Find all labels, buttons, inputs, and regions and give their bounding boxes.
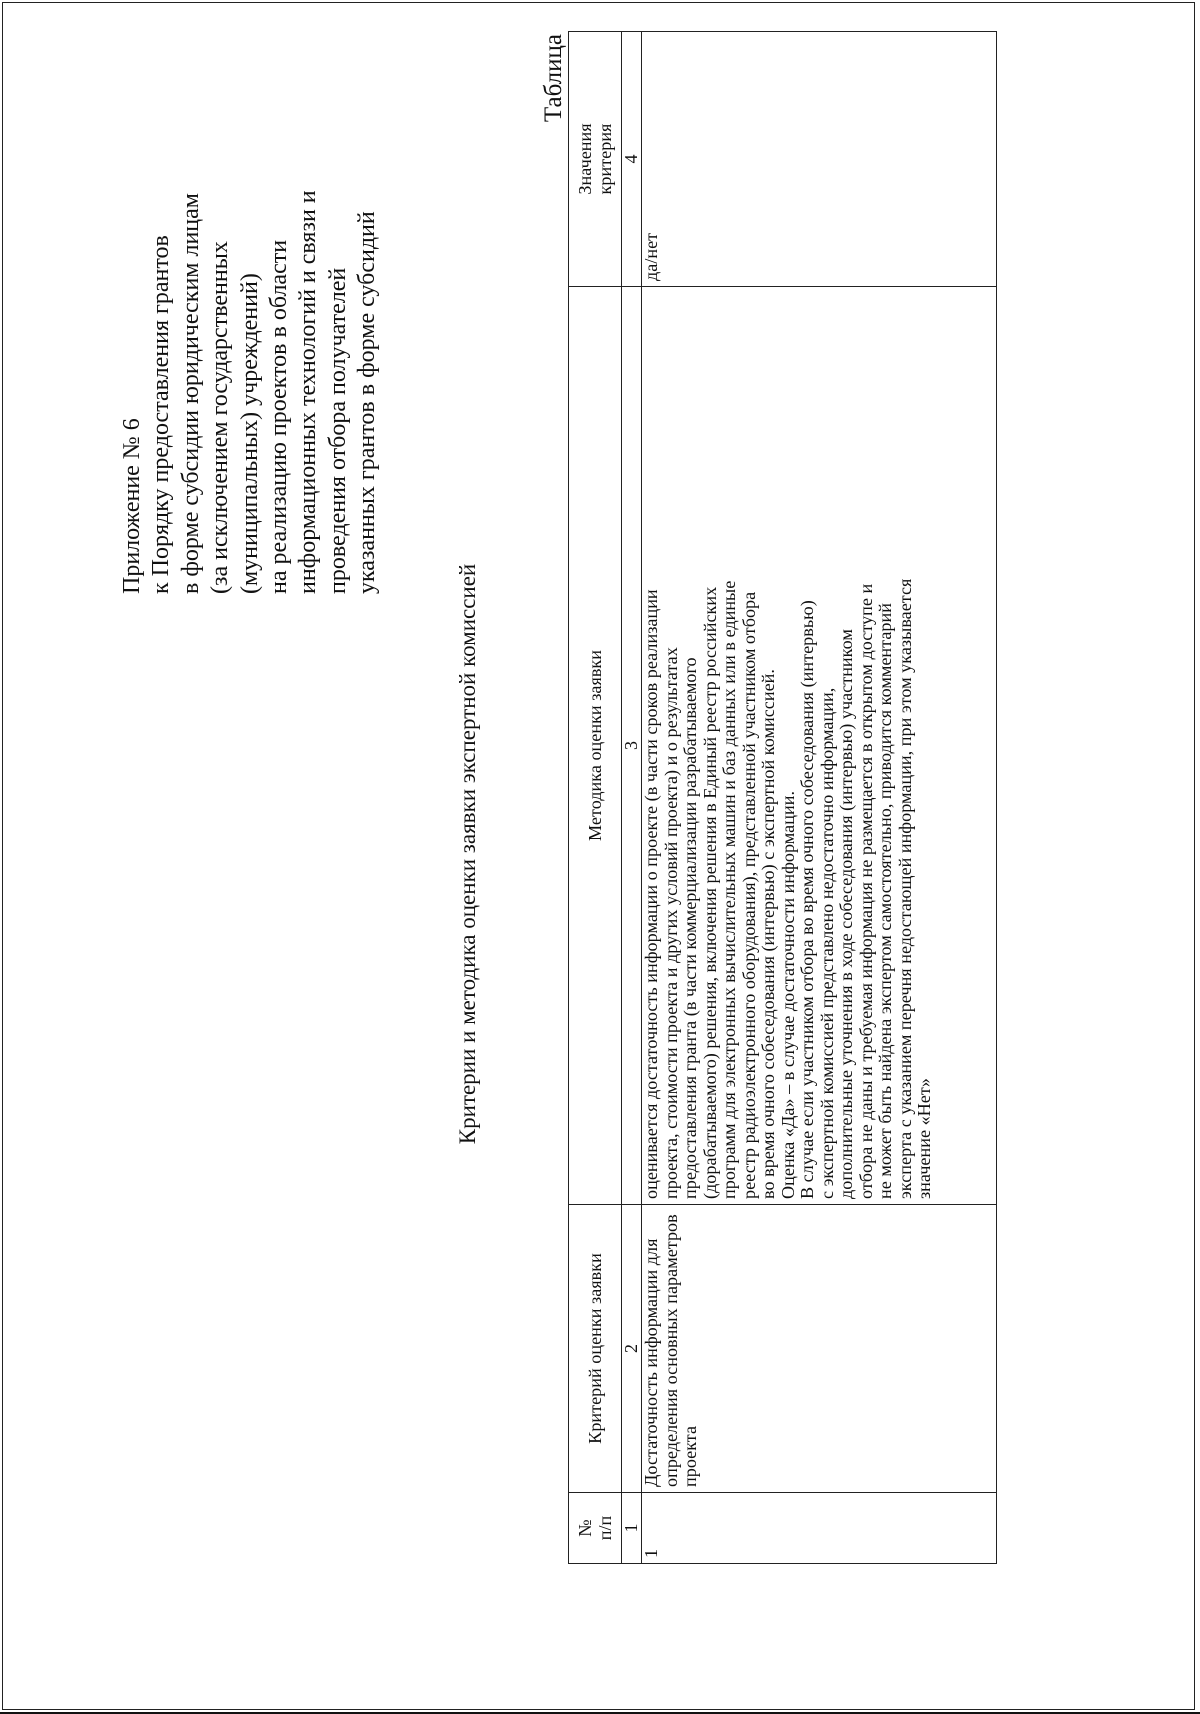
method-line: отбора не даны и требуемая информация не размещается в открытом доступе и: [855, 583, 876, 1199]
annex-line: указанных грантов в форме субсидий: [354, 211, 381, 594]
method-line: проекта, стоимости проекта и других условий проекта) и о результатах: [660, 647, 681, 1199]
header-number-line: №: [575, 1519, 595, 1537]
annex-line: к Порядку предоставления грантов: [148, 235, 175, 594]
row-value: да/нет: [642, 32, 997, 287]
method-line: эксперта с указанием перечня недостающей информации, при этом указывается: [894, 578, 915, 1199]
table-caption: Таблица: [540, 34, 567, 123]
method-line: не может быть найдена экспертом самостоятельно, приводится комментарий: [875, 603, 895, 1199]
annex-header: [118, 34, 383, 594]
method-line: программ для электронных вычислительных машин и баз данных или в единые: [719, 580, 739, 1199]
method-line: Оценка «Да» – в случае достаточности информации.: [777, 791, 798, 1199]
criterion-line: определения основных параметров: [660, 1214, 681, 1487]
header-cell-method: Методика оценки заявки: [569, 287, 622, 1205]
column-number: 2: [622, 1205, 642, 1493]
method-line: значение «Нет»: [914, 1078, 934, 1199]
annex-line: информационных технологий и связи и: [295, 190, 322, 594]
annex-line: проведения отбора получателей: [324, 267, 351, 594]
header-cell-value: [569, 32, 622, 287]
annex-line: в форме субсидии юридическим лицам: [177, 193, 204, 594]
header-cell-number: [569, 1493, 622, 1564]
method-line: (дорабатываемого) решения, включения решения в Единый реестр российских: [699, 586, 720, 1199]
method-line: оценивается достаточность информации о проекте (в части сроков реализации: [641, 589, 661, 1199]
header-number-line: п/п: [595, 1515, 615, 1541]
criterion-line: Достаточность информации для: [641, 1238, 661, 1487]
table-column-number-row: [622, 32, 642, 1564]
column-number: 4: [622, 32, 642, 287]
header-value-line: критерия: [595, 123, 615, 195]
criteria-table: [568, 31, 997, 1564]
method-line: дополнительные уточнения в ходе собеседования (интервью) участником: [836, 629, 856, 1199]
row-method: [642, 287, 997, 1205]
header-cell-criterion: Критерий оценки заявки: [569, 1205, 622, 1493]
annex-line: (за исключением государственных: [207, 241, 234, 594]
header-value-line: Значения: [575, 123, 595, 195]
method-line: В случае если участником отбора во время очного собеседования (интервью): [797, 600, 817, 1199]
row-criterion: [642, 1205, 997, 1493]
column-number: 1: [622, 1493, 642, 1564]
annex-line: (муниципальных) учреждений): [236, 273, 263, 594]
document-title: Критерии и методика оценки заявки экспертной комиссией: [455, 563, 480, 1145]
table-header-row: [569, 32, 622, 1564]
criterion-line: проекта: [680, 1425, 700, 1487]
column-number: 3: [622, 287, 642, 1205]
table-row: [642, 32, 997, 1564]
method-line: реестр радиоэлектронного оборудования), представленной участником отбора: [738, 591, 759, 1199]
method-line: во время очного собеседования (интервью) с экспертной комиссией.: [758, 669, 778, 1199]
annex-line: на реализацию проектов в области: [266, 239, 293, 594]
annex-line: Приложение № 6: [119, 418, 145, 594]
method-line: предоставления гранта (в части коммерциализации разрабатываемого: [680, 657, 700, 1199]
row-number: 1: [642, 1493, 997, 1564]
method-line: с экспертной комиссией представлено недостаточно информации,: [816, 687, 837, 1199]
